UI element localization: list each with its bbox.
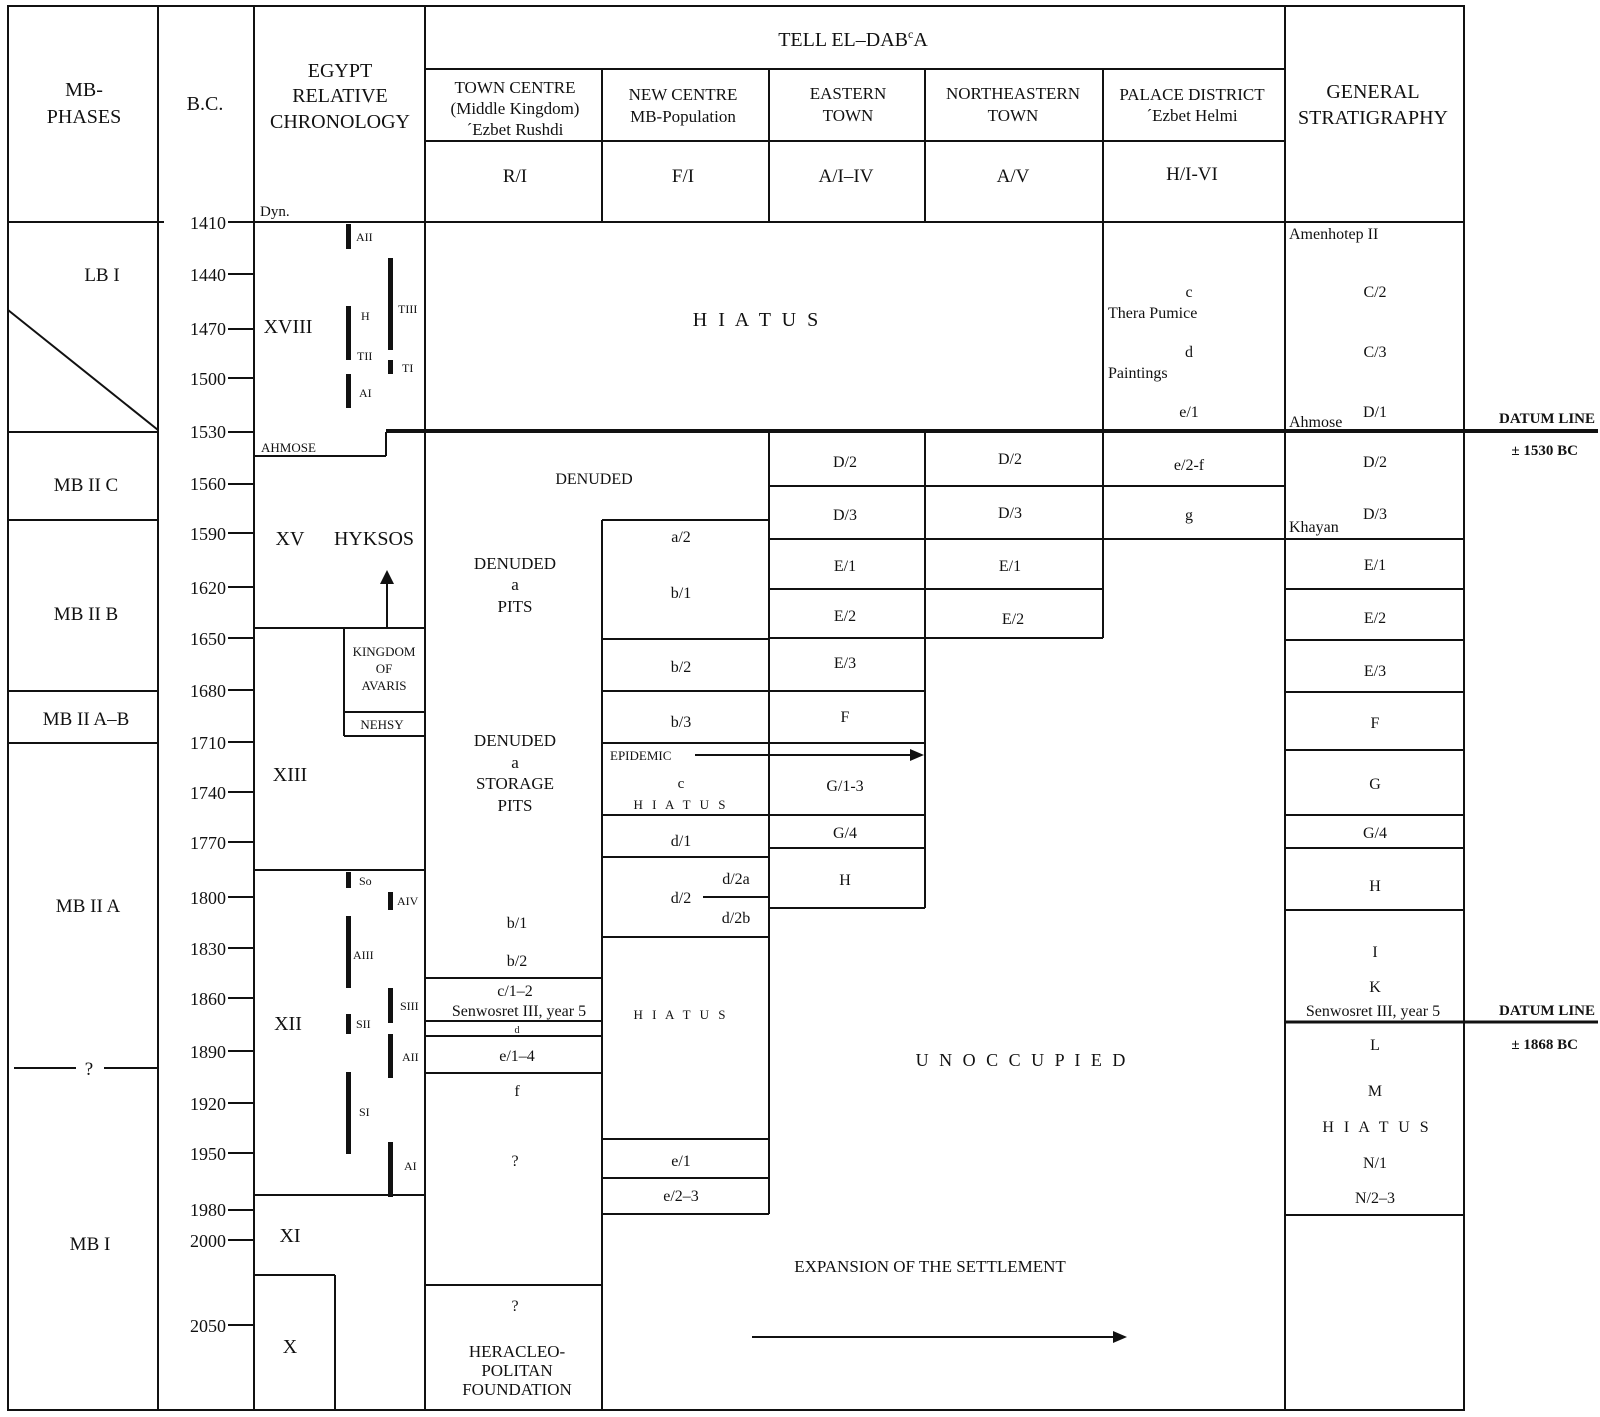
bc-header: B.C.	[186, 93, 224, 115]
gen-amenhotep: Amenhotep II	[1289, 226, 1379, 243]
year-label-1920: 1920	[190, 1094, 226, 1114]
town-f: f	[514, 1083, 520, 1100]
northeastern-town-header-2: TOWN	[987, 106, 1039, 125]
eastern-town-code: A/I–IV	[818, 166, 874, 187]
gen-ahmose: Ahmose	[1289, 414, 1343, 431]
reign-ai: AI	[359, 386, 372, 400]
egypt-header-2: RELATIVE	[292, 85, 388, 107]
year-label-1830: 1830	[190, 939, 226, 959]
column-headers	[47, 27, 1448, 187]
ne-d3: D/3	[998, 505, 1022, 522]
grid-lines	[8, 6, 1464, 1410]
town-centre-header-3: ´Ezbet Rushdi	[466, 120, 564, 139]
eastern-town-cells	[826, 454, 863, 889]
ahmose-label: AHMOSE	[261, 440, 316, 455]
tell-header: TELL EL–DAB$^c$A	[778, 27, 928, 51]
heracleo-2: POLITAN	[481, 1361, 553, 1380]
gen-l: L	[1370, 1037, 1380, 1054]
eastern-d2: D/2	[833, 454, 857, 471]
phase-lb1: LB I	[84, 265, 120, 286]
gen-g: G	[1369, 776, 1381, 793]
gen-e1: E/1	[1363, 557, 1387, 574]
reign-aii-2: AII	[402, 1050, 419, 1064]
town-centre-cells	[452, 471, 633, 1399]
dynasty-x: X	[282, 1336, 298, 1358]
year-label-1590: 1590	[190, 524, 226, 544]
year-label-1560: 1560	[190, 474, 226, 494]
year-label-1860: 1860	[190, 989, 226, 1009]
mb-phases-header-2: PHASES	[46, 106, 122, 128]
phase-mb2a: MB II A	[55, 896, 121, 917]
newc-d2: d/2	[670, 890, 692, 907]
palace-thera: Thera Pumice	[1108, 305, 1198, 322]
newc-e23: e/2–3	[663, 1188, 699, 1205]
datum-1-value: ± 1530 BC	[1511, 443, 1578, 459]
reign-aiii: AIII	[353, 948, 374, 962]
town-e14: e/1–4	[499, 1048, 535, 1065]
newc-epidemic: EPIDEMIC	[610, 748, 672, 763]
reign-sii: SII	[356, 1017, 371, 1031]
phase-mb2c: MB II C	[53, 475, 119, 496]
general-stratigraphy-cells	[1289, 226, 1440, 1207]
dynasty-xiii: XIII	[272, 764, 308, 786]
newc-c: c	[677, 776, 685, 792]
palace-district-cells	[1108, 284, 1205, 524]
reign-tiii: TIII	[398, 302, 418, 316]
dynasty-xviii: XVIII	[263, 316, 313, 338]
year-label-1620: 1620	[190, 578, 226, 598]
newc-b1: b/1	[670, 585, 692, 602]
town-question: ?	[511, 1153, 519, 1170]
nehsy-label: NEHSY	[360, 717, 404, 732]
northeastern-town-code: A/V	[996, 166, 1030, 187]
year-label-1740: 1740	[190, 783, 226, 803]
town-centre-code: R/I	[502, 166, 528, 187]
reign-ai-2: AI	[404, 1159, 417, 1173]
new-centre-cells	[610, 529, 750, 1205]
palace-g: g	[1185, 507, 1193, 524]
reign-so: So	[359, 874, 372, 888]
town-storage-2: a	[511, 753, 519, 772]
gen-g4: G/4	[1363, 825, 1387, 842]
newc-d2a: d/2a	[722, 871, 750, 888]
reign-h: H	[361, 309, 370, 323]
newc-a2: a/2	[671, 529, 691, 546]
mb-phases-header-1: MB-	[65, 79, 103, 101]
hyksos-label: HYKSOS	[333, 528, 415, 550]
gen-d3: D/3	[1363, 506, 1387, 523]
gen-e2: E/2	[1363, 610, 1387, 627]
gen-c3: C/3	[1363, 344, 1387, 361]
town-pits-2: a	[511, 575, 519, 594]
year-label-1500: 1500	[190, 369, 226, 389]
year-label-1680: 1680	[190, 681, 226, 701]
northeastern-town-header-1: NORTHEASTERN	[945, 84, 1081, 103]
eastern-g13: G/1-3	[826, 778, 864, 795]
town-centre-header-2: (Middle Kingdom)	[450, 99, 580, 118]
year-label-1770: 1770	[190, 833, 226, 853]
reign-si: SI	[359, 1105, 370, 1119]
year-labels	[190, 213, 226, 1336]
year-label-1980: 1980	[190, 1200, 226, 1220]
new-centre-code: F/I	[671, 166, 695, 187]
reign-bars	[346, 224, 393, 1197]
town-b1: b/1	[506, 915, 528, 932]
year-label-1410: 1410	[190, 213, 226, 233]
dynasty-xv: XV	[275, 528, 305, 550]
egypt-header-3: CHRONOLOGY	[270, 111, 410, 133]
new-centre-header-1: NEW CENTRE	[628, 85, 738, 104]
palace-paintings: Paintings	[1108, 365, 1168, 382]
gen-k: K	[1369, 979, 1381, 996]
newc-b2: b/2	[670, 659, 692, 676]
gen-f: F	[1370, 715, 1380, 732]
town-pits-3: PITS	[497, 597, 533, 616]
eastern-e1: E/1	[833, 558, 857, 575]
town-storage-3: STORAGE	[475, 774, 555, 793]
eastern-e2: E/2	[833, 608, 857, 625]
town-centre-header-1: TOWN CENTRE	[454, 78, 576, 97]
town-storage-4: PITS	[497, 796, 533, 815]
palace-e1: e/1	[1179, 404, 1199, 421]
town-d: d	[514, 1025, 520, 1036]
year-label-1800: 1800	[190, 888, 226, 908]
palace-district-header-1: PALACE DISTRICT	[1119, 85, 1265, 104]
eastern-f: F	[840, 709, 850, 726]
year-label-1530: 1530	[190, 422, 226, 442]
gen-i: I	[1372, 944, 1378, 961]
new-centre-header-2: MB-Population	[630, 107, 736, 126]
datum-labels	[1499, 411, 1595, 1053]
town-denuded: DENUDED	[555, 471, 633, 488]
reign-aii: AII	[356, 230, 373, 244]
gen-khayan: Khayan	[1289, 519, 1339, 536]
mb-phase-labels	[43, 265, 130, 1255]
eastern-d3: D/3	[833, 507, 857, 524]
year-label-1890: 1890	[190, 1042, 226, 1062]
hiatus-top: H I A T U S	[692, 309, 822, 331]
eastern-town-header-1: EASTERN	[809, 84, 887, 103]
gen-hiatus: H I A T U S	[1322, 1119, 1432, 1136]
gen-c2: C/2	[1363, 284, 1387, 301]
year-label-1710: 1710	[190, 733, 226, 753]
town-question-2: ?	[511, 1298, 519, 1315]
reign-aiv: AIV	[397, 894, 419, 908]
reign-tii: TII	[357, 349, 373, 363]
gen-senwosret: Senwosret III, year 5	[1305, 1003, 1441, 1020]
eastern-h: H	[839, 872, 851, 889]
datum-2-value: ± 1868 BC	[1511, 1037, 1578, 1053]
palace-d: d	[1185, 344, 1193, 361]
gen-n1: N/1	[1363, 1155, 1387, 1172]
gen-m: M	[1367, 1083, 1383, 1100]
town-b2: b/2	[506, 953, 528, 970]
year-label-2000: 2000	[190, 1231, 226, 1251]
newc-b3: b/3	[670, 714, 692, 731]
town-c12: c/1–2	[497, 983, 533, 1000]
gen-d1: D/1	[1363, 404, 1387, 421]
newc-e1: e/1	[671, 1153, 691, 1170]
phase-mb2b: MB II B	[53, 604, 119, 625]
general-header-2: STRATIGRAPHY	[1297, 107, 1449, 129]
unoccupied-label: U N O C C U P I E D	[915, 1050, 1129, 1070]
town-storage-1: DENUDED	[473, 731, 557, 750]
gen-h: H	[1369, 878, 1381, 895]
kingdom-label-1: KINGDOM	[352, 644, 416, 659]
palace-e2f: e/2-f	[1173, 457, 1205, 474]
palace-district-code: H/I-VI	[1166, 164, 1218, 185]
palace-c: c	[1185, 284, 1193, 301]
reign-siii: SIII	[400, 999, 419, 1013]
eastern-town-header-2: TOWN	[822, 106, 874, 125]
datum-lines	[386, 431, 1598, 1022]
egypt-labels	[260, 204, 419, 1358]
ne-e1: E/1	[998, 558, 1022, 575]
eastern-g4: G/4	[833, 825, 857, 842]
dynasty-xi: XI	[279, 1225, 301, 1247]
kingdom-label-2: OF	[375, 661, 393, 676]
dynasty-xii: XII	[274, 1013, 302, 1035]
ne-d2: D/2	[998, 451, 1022, 468]
year-label-1950: 1950	[190, 1144, 226, 1164]
gen-e3: E/3	[1363, 663, 1387, 680]
ne-e2: E/2	[1001, 611, 1025, 628]
phase-mb1: MB I	[69, 1234, 111, 1255]
gen-d2: D/2	[1363, 454, 1387, 471]
arrows	[380, 570, 1127, 1343]
palace-district-header-2: ´Ezbet Helmi	[1146, 106, 1238, 125]
phase-question: ?	[84, 1059, 94, 1080]
reign-ti: TI	[402, 361, 414, 375]
heracleo-1: HERACLEO-	[468, 1342, 566, 1361]
expansion-label: EXPANSION OF THE SETTLEMENT	[794, 1257, 1066, 1276]
year-label-2050: 2050	[190, 1316, 226, 1336]
gen-n23: N/2–3	[1355, 1190, 1395, 1207]
general-header-1: GENERAL	[1326, 81, 1420, 103]
eastern-e3: E/3	[833, 655, 857, 672]
dyn-label: Dyn.	[260, 204, 290, 220]
year-label-1470: 1470	[190, 319, 226, 339]
year-label-1650: 1650	[190, 629, 226, 649]
town-senwosret: Senwosret III, year 5	[451, 1003, 587, 1020]
town-pits-1: DENUDED	[473, 554, 557, 573]
datum-2-label: DATUM LINE	[1499, 1003, 1595, 1019]
newc-d1: d/1	[670, 833, 692, 850]
phase-mb2ab: MB II A–B	[42, 709, 130, 730]
egypt-header-1: EGYPT	[307, 60, 373, 82]
kingdom-label-3: AVARIS	[361, 678, 407, 693]
newc-hiatus: H I A T U S	[633, 1007, 729, 1022]
heracleo-3: FOUNDATION	[462, 1380, 572, 1399]
datum-1-label: DATUM LINE	[1499, 411, 1595, 427]
newc-hiatus-c: H I A T U S	[633, 797, 729, 812]
newc-d2b: d/2b	[721, 910, 751, 927]
year-label-1440: 1440	[190, 265, 226, 285]
